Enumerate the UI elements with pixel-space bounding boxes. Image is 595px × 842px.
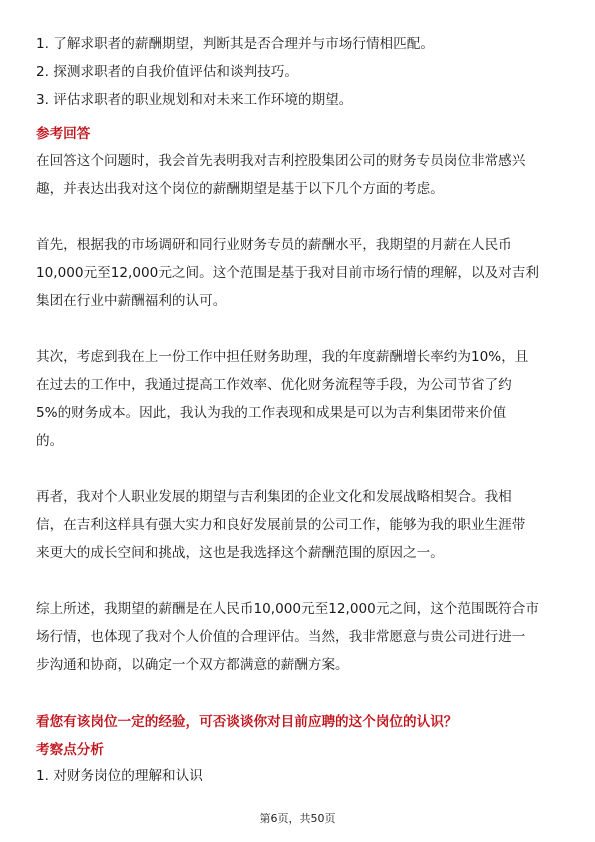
analysis-heading: 考察点分析 <box>36 742 104 758</box>
list-item: 1. 对财务岗位的理解和认识 <box>36 768 203 784</box>
list-item: 1. 了解求职者的薪酬期望，判断其是否合理并与市场行情相匹配。 <box>36 36 434 52</box>
list-item: 2. 探测求职者的自我价值评估和谈判技巧。 <box>36 64 298 80</box>
next-question-heading: 看您有该岗位一定的经验，可否谈谈你对目前应聘的这个岗位的认识？ <box>36 714 458 730</box>
page-number: 第6页，共50页 <box>259 812 336 825</box>
paragraph-line: 步沟通和协商，以确定一个双方都满意的薪酬方案。 <box>36 657 349 673</box>
paragraph-line: 趣，并表达出我对这个岗位的薪酬期望是基于以下几个方面的考虑。 <box>36 181 444 197</box>
paragraph-line: 5%的财务成本。因此，我认为我的工作表现和成果是可以为吉利集团带来价值 <box>36 405 507 421</box>
paragraph-line: 再者，我对个人职业发展的期望与吉利集团的企业文化和发展战略相契合。我相 <box>36 489 512 505</box>
paragraph-line: 在回答这个问题时，我会首先表明我对吉利控股集团公司的财务专员岗位非常感兴 <box>36 153 526 169</box>
paragraph-line: 综上所述，我期望的薪酬是在人民币10,000元至12,000元之间，这个范围既符合市 <box>36 601 539 617</box>
paragraph-line: 集团在行业中薪酬福利的认可。 <box>36 293 227 309</box>
paragraph-line: 10,000元至12,000元之间。这个范围是基于我对目前市场行情的理解，以及对吉利 <box>36 265 539 281</box>
paragraph-line: 首先，根据我的市场调研和同行业财务专员的薪酬水平，我期望的月薪在人民币 <box>36 237 512 253</box>
paragraph-line: 场行情，也体现了我对个人价值的合理评估。当然，我非常愿意与贵公司进行进一 <box>36 629 526 645</box>
paragraph-line: 来更大的成长空间和挑战，这也是我选择这个薪酬范围的原因之一。 <box>36 545 444 561</box>
paragraph-line: 其次，考虑到我在上一份工作中担任财务助理，我的年度薪酬增长率约为10%，且 <box>36 349 529 365</box>
paragraph-line: 信，在吉利这样具有强大实力和良好发展前景的公司工作，能够为我的职业生涯带 <box>36 517 526 533</box>
paragraph-line: 在过去的工作中，我通过提高工作效率、优化财务流程等手段，为公司节省了约 <box>36 377 512 393</box>
list-item: 3. 评估求职者的职业规划和对未来工作环境的期望。 <box>36 92 353 108</box>
answer-heading: 参考回答 <box>36 126 91 142</box>
paragraph-line: 的。 <box>36 433 64 449</box>
